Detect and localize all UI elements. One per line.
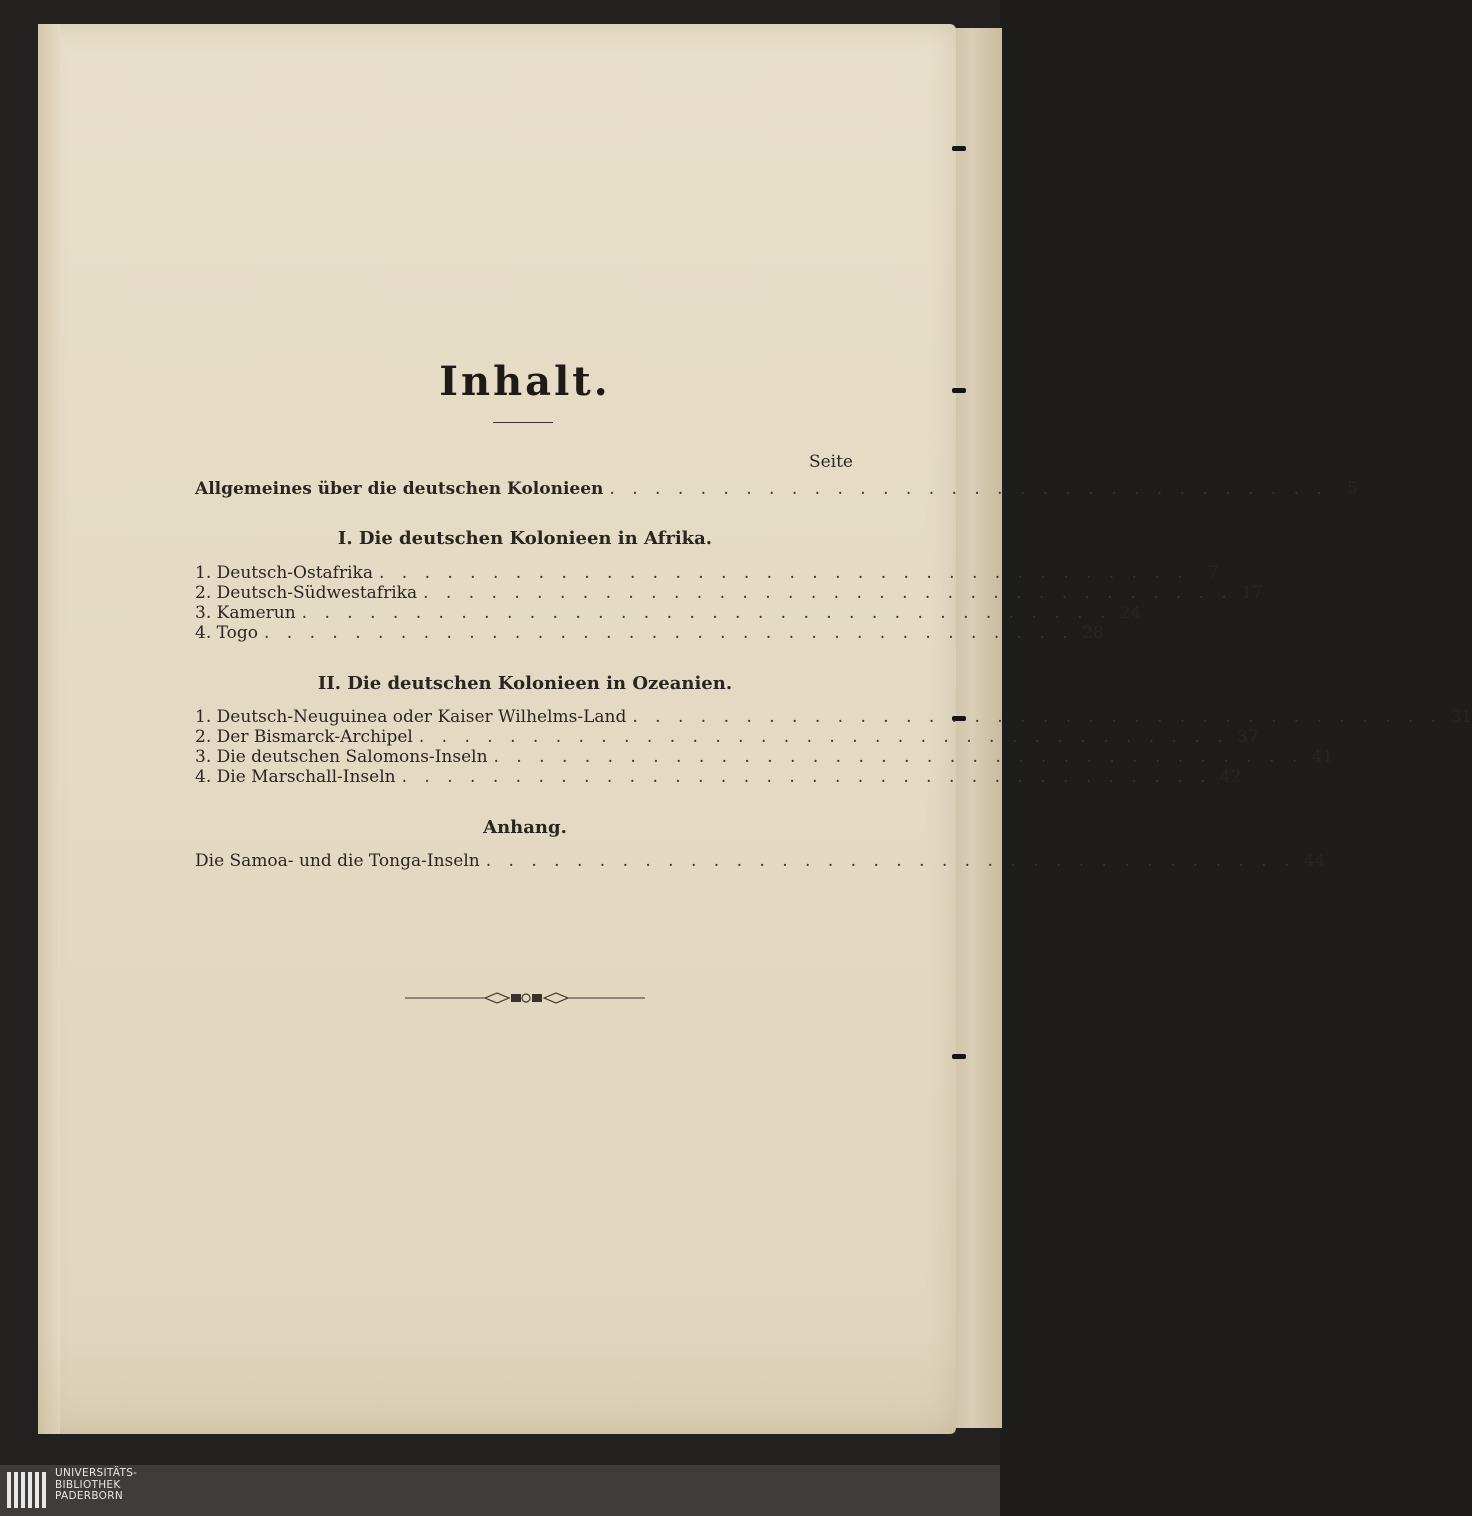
toc-entry-label: 1. Deutsch-Ostafrika <box>195 563 373 583</box>
title-rule <box>493 422 553 423</box>
dot-leader: . . . . . . . . . . . . . . . . . . . . . . . . . . . . . . . . . . . . <box>632 707 1443 727</box>
toc-entry-page: 5 <box>1347 479 1358 499</box>
page-gutter <box>38 24 60 1434</box>
toc-entry <box>195 707 1472 729</box>
toc-entry-page: 44 <box>1303 851 1326 871</box>
toc-entry-page: 42 <box>1219 767 1242 787</box>
toc-entry-label: 2. Deutsch-Südwestafrika <box>195 583 418 603</box>
toc-entry-label: 1. Deutsch-Neuguinea oder Kaiser Wilhelms-Land <box>195 707 627 727</box>
section-heading-africa: I. Die deutschen Kolonieen in Afrika. <box>337 528 713 549</box>
dot-leader: . . . . . . . . . . . . . . . . . . . . . . . . . . . . . . . . . . . . <box>378 563 1189 583</box>
library-name-line: PADERBORN <box>55 1490 123 1502</box>
toc-entry-label: Die Samoa- und die Tonga-Inseln <box>195 851 480 871</box>
library-logo-icon <box>6 1468 48 1512</box>
binding-staple <box>952 388 966 393</box>
toc-entry-label: 3. Die deutschen Salomons-Inseln <box>195 747 488 767</box>
toc-entry-page: 28 <box>1082 623 1104 643</box>
toc-entry <box>195 603 1142 625</box>
toc-entry-page: 7 <box>1207 563 1219 583</box>
section-heading-oceania: II. Die deutschen Kolonieen in Ozeanien. <box>317 673 733 694</box>
dot-leader: . . . . . . . . . . . . . . . . . . . . . . . . . . . . . . . . . . . . <box>264 623 1074 643</box>
toc-entry-label: 3. Kamerun <box>195 603 296 623</box>
toc-entry-page: 24 <box>1119 603 1142 623</box>
dot-leader: . . . . . . . . . . . . . . . . . . . . . . . . . . . . . . . . . . . . <box>301 603 1112 623</box>
toc-entry-page: 17 <box>1241 583 1263 603</box>
toc-entry-page: 31 <box>1450 707 1472 727</box>
toc-entry <box>195 727 1259 749</box>
dot-leader: . . . . . . . . . . . . . . . . . . . . . . . . . . . . . . . . <box>609 479 1328 499</box>
toc-entry <box>195 747 1334 769</box>
toc-entry <box>195 623 1104 645</box>
page-title: Inhalt. <box>439 358 611 405</box>
end-ornament <box>405 990 645 1006</box>
footer-bar <box>0 1465 1000 1516</box>
toc-entry-page: 37 <box>1236 727 1259 747</box>
toc-entry <box>195 583 1263 605</box>
dot-leader: . . . . . . . . . . . . . . . . . . . . . . . . . . . . . . . . . . . . <box>423 583 1233 603</box>
dot-leader: . . . . . . . . . . . . . . . . . . . . . . . . . . . . . . . . . . . . <box>418 727 1229 747</box>
toc-entry-label: 2. Der Bismarck-Archipel <box>195 727 413 747</box>
dot-leader: . . . . . . . . . . . . . . . . . . . . . . . . . . . . . . . . . . . . <box>493 747 1304 767</box>
library-name <box>55 1468 137 1503</box>
toc-entry-page: 41 <box>1311 747 1334 767</box>
toc-entry-label: 4. Togo <box>195 623 258 643</box>
toc-entry <box>195 767 1242 789</box>
toc-entry <box>195 851 1326 873</box>
toc-entry-intro <box>195 479 1358 501</box>
section-heading-appendix: Anhang. <box>483 817 567 838</box>
binding-staple <box>952 146 966 151</box>
library-name-line: UNIVERSITÄTS- <box>55 1467 138 1479</box>
binding-staple <box>952 1054 966 1059</box>
toc-entry <box>195 563 1219 585</box>
page-bottom-shade <box>38 1330 956 1434</box>
dot-leader: . . . . . . . . . . . . . . . . . . . . . . . . . . . . . . . . . . . . <box>401 767 1212 787</box>
library-name-line: BIBLIOTHEK <box>55 1478 121 1491</box>
page-column-label: Seite <box>808 452 853 472</box>
toc-entry-label: Allgemeines über die deutschen Kolonieen <box>195 479 604 499</box>
dot-leader: . . . . . . . . . . . . . . . . . . . . . . . . . . . . . . . . . . . . <box>485 851 1296 871</box>
toc-entry-label: 4. Die Marschall-Inseln <box>195 767 396 787</box>
